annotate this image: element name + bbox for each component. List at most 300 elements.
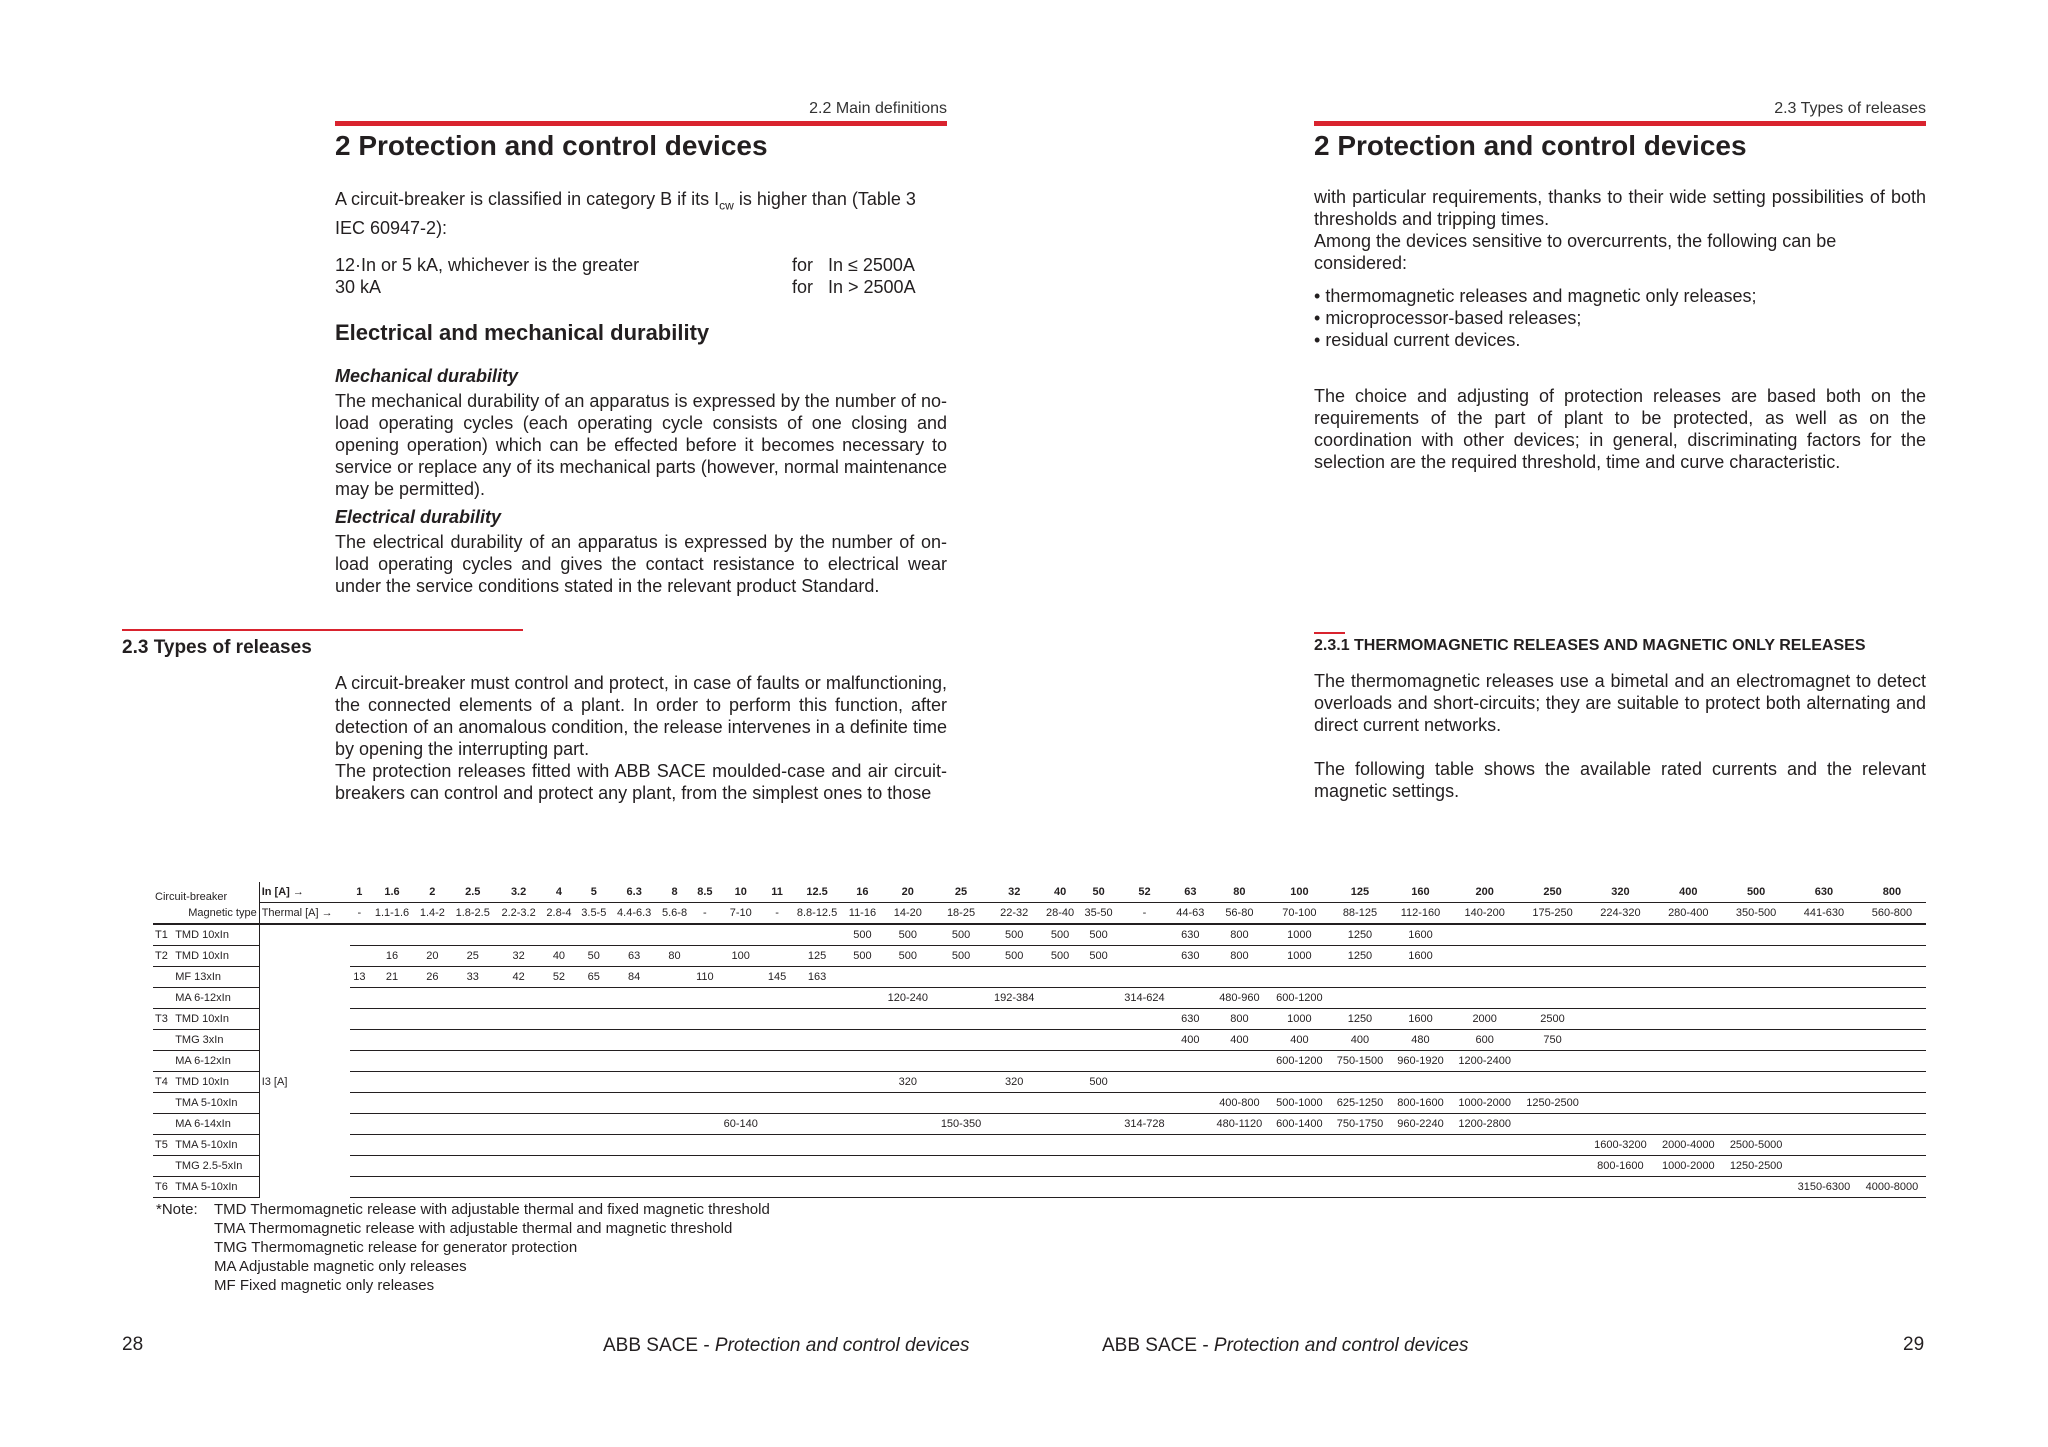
- table-row: [153, 946, 1926, 967]
- value-cell: [790, 1177, 843, 1198]
- value-cell: [542, 924, 577, 946]
- value-cell: 500: [881, 946, 934, 967]
- condition-value: In > 2500A: [828, 277, 916, 297]
- right-paragraph-3: The choice and adjusting of protection releases are based both on the requirements of the part of plant to be protected, as well as on the coordination with other devices; in general, discriminating factors for the selection are the required threshold, time and curve characteristic.: [1314, 386, 1926, 472]
- value-cell: [934, 1051, 987, 1072]
- condition-text: 30 kA: [335, 277, 382, 297]
- thermal-value: 2.8-4: [542, 903, 577, 925]
- value-cell: [1790, 1030, 1858, 1051]
- value-cell: [450, 1009, 496, 1030]
- i3-label-cell: [259, 1156, 349, 1177]
- value-cell: [369, 924, 415, 946]
- in-value: 125: [1330, 882, 1391, 903]
- value-cell: [450, 1114, 496, 1135]
- value-cell: 52: [542, 967, 577, 988]
- value-cell: [369, 1114, 415, 1135]
- thermal-label: Thermal [A] →: [259, 903, 349, 925]
- value-cell: [1451, 1135, 1519, 1156]
- thermal-value: -: [1118, 903, 1171, 925]
- value-cell: [657, 1093, 692, 1114]
- value-cell: [1858, 1030, 1926, 1051]
- category-b-subscript: cw: [719, 198, 734, 213]
- value-cell: 110: [692, 967, 718, 988]
- value-cell: [1269, 1156, 1330, 1177]
- value-cell: [1586, 1072, 1654, 1093]
- in-value: 11: [764, 882, 791, 903]
- value-cell: [1171, 1093, 1210, 1114]
- value-cell: [369, 1156, 415, 1177]
- value-cell: 480-1120: [1210, 1114, 1270, 1135]
- value-cell: [1079, 988, 1118, 1009]
- magnetic-type-cell: TMA 5-10xIn: [173, 1177, 259, 1198]
- circuit-breaker-cell: T4: [153, 1072, 173, 1093]
- value-cell: [692, 1009, 718, 1030]
- table-row: [153, 1114, 1926, 1135]
- condition-row: [335, 254, 947, 276]
- value-cell: [657, 1072, 692, 1093]
- value-cell: 120-240: [881, 988, 934, 1009]
- magnetic-type-cell: TMA 5-10xIn: [173, 1135, 259, 1156]
- value-cell: 314-624: [1118, 988, 1171, 1009]
- table-row: [153, 1051, 1926, 1072]
- i3-label-cell: [259, 1114, 349, 1135]
- value-cell: [496, 1051, 542, 1072]
- notes-list: [214, 1200, 770, 1295]
- footer-title: Protection and control devices: [1213, 1335, 1469, 1356]
- value-cell: [1654, 1114, 1722, 1135]
- value-cell: [1118, 946, 1171, 967]
- i3-label-cell: I3 [A]: [259, 1072, 349, 1093]
- value-cell: [1519, 1177, 1587, 1198]
- value-cell: [988, 1156, 1041, 1177]
- condition-text: 12·In or 5 kA, whichever is the greater: [335, 255, 640, 275]
- note-item: MF Fixed magnetic only releases: [214, 1277, 435, 1294]
- value-cell: 40: [542, 946, 577, 967]
- value-cell: [1041, 1051, 1080, 1072]
- value-cell: [1118, 1156, 1171, 1177]
- footer-brand: ABB SACE -: [603, 1335, 715, 1356]
- value-cell: [1790, 967, 1858, 988]
- value-cell: [350, 988, 369, 1009]
- value-cell: [450, 1156, 496, 1177]
- thermal-value: 3.5-5: [576, 903, 611, 925]
- magnetic-type-cell: TMG 3xIn: [173, 1030, 259, 1051]
- value-cell: [415, 1135, 450, 1156]
- value-cell: 630: [1171, 1009, 1210, 1030]
- footer-left: [603, 1335, 969, 1357]
- in-value: 1.6: [369, 882, 415, 903]
- value-cell: [1586, 1009, 1654, 1030]
- value-cell: [576, 1009, 611, 1030]
- value-cell: [844, 1009, 882, 1030]
- magnetic-type-cell: TMG 2.5-5xIn: [173, 1156, 259, 1177]
- value-cell: 100: [718, 946, 764, 967]
- value-cell: 65: [576, 967, 611, 988]
- value-cell: [1390, 988, 1451, 1009]
- value-cell: [1654, 924, 1722, 946]
- value-cell: [1079, 1114, 1118, 1135]
- table-row: [153, 1156, 1926, 1177]
- circuit-breaker-cell: [153, 1030, 173, 1051]
- i3-label-cell: [259, 946, 349, 967]
- value-cell: [764, 1009, 791, 1030]
- value-cell: [1079, 1135, 1118, 1156]
- value-cell: [692, 1156, 718, 1177]
- i3-label-cell: [259, 1009, 349, 1030]
- header-rule-right: [1314, 121, 1926, 126]
- value-cell: [611, 1051, 657, 1072]
- value-cell: [369, 988, 415, 1009]
- value-cell: [1722, 1072, 1790, 1093]
- magnetic-type-cell: TMD 10xIn: [173, 946, 259, 967]
- section-heading-types-of-releases: 2.3 Types of releases: [122, 637, 312, 658]
- value-cell: [369, 1051, 415, 1072]
- i3-label-cell: [259, 1051, 349, 1072]
- value-cell: [542, 1009, 577, 1030]
- value-cell: [576, 1135, 611, 1156]
- value-cell: [1451, 1072, 1519, 1093]
- value-cell: [496, 1093, 542, 1114]
- value-cell: [415, 1009, 450, 1030]
- value-cell: 1250-2500: [1722, 1156, 1790, 1177]
- value-cell: 800: [1210, 1009, 1270, 1030]
- magnetic-type-cell: TMD 10xIn: [173, 1009, 259, 1030]
- value-cell: [576, 924, 611, 946]
- value-cell: 50: [576, 946, 611, 967]
- value-cell: [1390, 1177, 1451, 1198]
- value-cell: [1118, 967, 1171, 988]
- value-cell: [844, 1072, 882, 1093]
- value-cell: [611, 1135, 657, 1156]
- value-cell: [415, 1030, 450, 1051]
- value-cell: [576, 1051, 611, 1072]
- table-thermal-row: [153, 903, 1926, 925]
- electrical-durability-text: The electrical durability of an apparatus is expressed by the number of on-load operating cycles and gives the contact resistance to electrical wear under the service conditions stated in the relevant product Standard.: [335, 532, 947, 596]
- value-cell: [1269, 967, 1330, 988]
- circuit-breaker-cell: T2: [153, 946, 173, 967]
- value-cell: [1171, 1135, 1210, 1156]
- in-value: 4: [542, 882, 577, 903]
- value-cell: [844, 1093, 882, 1114]
- magnetic-type-cell: MF 13xIn: [173, 967, 259, 988]
- thermal-value: -: [350, 903, 369, 925]
- value-cell: [1079, 1156, 1118, 1177]
- value-cell: [1858, 1114, 1926, 1135]
- value-cell: [881, 1009, 934, 1030]
- value-cell: [1330, 1177, 1391, 1198]
- value-cell: [657, 1051, 692, 1072]
- value-cell: [1171, 988, 1210, 1009]
- value-cell: [611, 1156, 657, 1177]
- value-cell: [576, 1093, 611, 1114]
- value-cell: 500: [1079, 1072, 1118, 1093]
- table-row: [153, 1093, 1926, 1114]
- value-cell: [1722, 1093, 1790, 1114]
- condition-for: for: [792, 277, 814, 297]
- value-cell: [576, 1177, 611, 1198]
- value-cell: [657, 1009, 692, 1030]
- value-cell: [764, 1177, 791, 1198]
- value-cell: [1269, 1072, 1330, 1093]
- value-cell: [1858, 1051, 1926, 1072]
- value-cell: [369, 1030, 415, 1051]
- value-cell: [1451, 967, 1519, 988]
- value-cell: 21: [369, 967, 415, 988]
- footer-title: Protection and control devices: [714, 1335, 970, 1356]
- page-title-right: 2 Protection and control devices: [1314, 130, 1747, 161]
- value-cell: [764, 924, 791, 946]
- value-cell: [1171, 967, 1210, 988]
- in-value: 2: [415, 882, 450, 903]
- thermal-value: 28-40: [1041, 903, 1080, 925]
- in-value: 500: [1722, 882, 1790, 903]
- value-cell: [1790, 924, 1858, 946]
- thermal-value: 441-630: [1790, 903, 1858, 925]
- value-cell: 1250: [1330, 924, 1391, 946]
- value-cell: [450, 1177, 496, 1198]
- note-item: TMA Thermomagnetic release with adjustable thermal and magnetic threshold: [214, 1220, 733, 1237]
- value-cell: [718, 1009, 764, 1030]
- value-cell: [415, 1051, 450, 1072]
- value-cell: [611, 1114, 657, 1135]
- subsection-rule: [1314, 632, 1345, 634]
- table-row: [153, 1030, 1926, 1051]
- value-cell: [790, 1114, 843, 1135]
- value-cell: [369, 1093, 415, 1114]
- value-cell: [1790, 1156, 1858, 1177]
- in-value: 50: [1079, 882, 1118, 903]
- value-cell: [350, 1135, 369, 1156]
- in-value: 800: [1858, 882, 1926, 903]
- value-cell: 500: [1041, 946, 1080, 967]
- value-cell: 1000-2000: [1451, 1093, 1519, 1114]
- value-cell: [1858, 1093, 1926, 1114]
- value-cell: [988, 1093, 1041, 1114]
- value-cell: [1171, 1072, 1210, 1093]
- thermal-value: 280-400: [1654, 903, 1722, 925]
- value-cell: [1722, 1114, 1790, 1135]
- value-cell: [1519, 967, 1587, 988]
- magnetic-type-label: Magnetic type: [153, 903, 259, 925]
- value-cell: 480: [1390, 1030, 1451, 1051]
- value-cell: [764, 988, 791, 1009]
- value-cell: [718, 1156, 764, 1177]
- value-cell: [657, 1156, 692, 1177]
- value-cell: [881, 1177, 934, 1198]
- value-cell: [496, 1135, 542, 1156]
- footer-brand: ABB SACE -: [1102, 1335, 1214, 1356]
- value-cell: 125: [790, 946, 843, 967]
- value-cell: [542, 1135, 577, 1156]
- value-cell: [1722, 946, 1790, 967]
- in-value: 320: [1586, 882, 1654, 903]
- value-cell: [988, 1030, 1041, 1051]
- thermal-value: 18-25: [934, 903, 987, 925]
- table-row: [153, 1009, 1926, 1030]
- table-row: [153, 1177, 1926, 1198]
- value-cell: [764, 946, 791, 967]
- electrical-durability-heading: Electrical durability: [335, 507, 502, 527]
- thermal-value: 4.4-6.3: [611, 903, 657, 925]
- value-cell: [764, 1135, 791, 1156]
- releases-table: [153, 882, 1926, 1198]
- value-cell: [934, 988, 987, 1009]
- thermal-value: 70-100: [1269, 903, 1330, 925]
- thermal-value: -: [692, 903, 718, 925]
- list-item: • thermomagnetic releases and magnetic only releases;: [1314, 285, 1926, 307]
- thermal-value: 5.6-8: [657, 903, 692, 925]
- value-cell: [934, 1030, 987, 1051]
- value-cell: [934, 967, 987, 988]
- value-cell: [1654, 1030, 1722, 1051]
- value-cell: [1722, 1009, 1790, 1030]
- value-cell: [1858, 946, 1926, 967]
- in-value: 63: [1171, 882, 1210, 903]
- value-cell: 625-1250: [1330, 1093, 1391, 1114]
- value-cell: 1250: [1330, 946, 1391, 967]
- value-cell: [1722, 967, 1790, 988]
- circuit-breaker-cell: [153, 1156, 173, 1177]
- value-cell: [844, 988, 882, 1009]
- value-cell: [542, 988, 577, 1009]
- table-header-row: [153, 882, 1926, 903]
- value-cell: [1790, 1009, 1858, 1030]
- thermal-value: 22-32: [988, 903, 1041, 925]
- value-cell: [1210, 1135, 1270, 1156]
- in-value: 250: [1519, 882, 1587, 903]
- thermal-value: 224-320: [1586, 903, 1654, 925]
- value-cell: [350, 1072, 369, 1093]
- value-cell: [415, 1114, 450, 1135]
- thermal-value: 8.8-12.5: [790, 903, 843, 925]
- i3-label-cell: [259, 924, 349, 946]
- value-cell: 600-1200: [1269, 1051, 1330, 1072]
- value-cell: [718, 1093, 764, 1114]
- in-value: 2.5: [450, 882, 496, 903]
- value-cell: [350, 924, 369, 946]
- table-row: [153, 1072, 1926, 1093]
- circuit-breaker-cell: T3: [153, 1009, 173, 1030]
- value-cell: 400-800: [1210, 1093, 1270, 1114]
- value-cell: [790, 988, 843, 1009]
- value-cell: [350, 1009, 369, 1030]
- in-value: 200: [1451, 882, 1519, 903]
- in-value: 160: [1390, 882, 1451, 903]
- in-value: 52: [1118, 882, 1171, 903]
- value-cell: [450, 1030, 496, 1051]
- thermal-value: 35-50: [1079, 903, 1118, 925]
- value-cell: 1000: [1269, 1009, 1330, 1030]
- value-cell: 500: [1041, 924, 1080, 946]
- value-cell: 2500: [1519, 1009, 1587, 1030]
- value-cell: [1210, 1072, 1270, 1093]
- value-cell: [542, 1093, 577, 1114]
- in-value: 400: [1654, 882, 1722, 903]
- value-cell: [1654, 1093, 1722, 1114]
- thermal-value: 14-20: [881, 903, 934, 925]
- value-cell: [1118, 1135, 1171, 1156]
- value-cell: 25: [450, 946, 496, 967]
- value-cell: [1118, 1009, 1171, 1030]
- value-cell: [542, 1114, 577, 1135]
- thermal-value: 140-200: [1451, 903, 1519, 925]
- mechanical-durability-text: The mechanical durability of an apparatus is expressed by the number of no-load operating cycles (each operating cycle consists of one closing and opening operation) which can be effected before it becomes necessary to service or replace any of its mechanical parts (however, normal maintenance may be permitted).: [335, 391, 947, 499]
- value-cell: [450, 1135, 496, 1156]
- value-cell: 960-2240: [1390, 1114, 1451, 1135]
- value-cell: [1858, 924, 1926, 946]
- list-item: • microprocessor-based releases;: [1314, 307, 1926, 329]
- conditions-list: [335, 254, 947, 298]
- in-value: 8.5: [692, 882, 718, 903]
- value-cell: [1722, 1030, 1790, 1051]
- value-cell: [1079, 967, 1118, 988]
- value-cell: [1451, 946, 1519, 967]
- value-cell: [611, 924, 657, 946]
- value-cell: [692, 1030, 718, 1051]
- condition-value: In ≤ 2500A: [828, 255, 915, 275]
- value-cell: 1000-2000: [1654, 1156, 1722, 1177]
- thermal-value: 1.8-2.5: [450, 903, 496, 925]
- thermal-value: 350-500: [1722, 903, 1790, 925]
- value-cell: [692, 1072, 718, 1093]
- value-cell: 4000-8000: [1858, 1177, 1926, 1198]
- value-cell: [988, 1114, 1041, 1135]
- value-cell: 630: [1171, 924, 1210, 946]
- value-cell: [1858, 967, 1926, 988]
- value-cell: [1586, 1114, 1654, 1135]
- corner-label: Circuit-breaker: [155, 890, 228, 903]
- value-cell: [844, 1114, 882, 1135]
- circuit-breaker-cell: T1: [153, 924, 173, 946]
- thermal-value: 11-16: [844, 903, 882, 925]
- value-cell: [1171, 1177, 1210, 1198]
- value-cell: [1390, 1156, 1451, 1177]
- value-cell: [1519, 1156, 1587, 1177]
- value-cell: [657, 924, 692, 946]
- value-cell: 16: [369, 946, 415, 967]
- value-cell: [692, 1093, 718, 1114]
- value-cell: [1586, 946, 1654, 967]
- value-cell: [764, 1030, 791, 1051]
- value-cell: [1654, 1177, 1722, 1198]
- value-cell: [350, 1051, 369, 1072]
- value-cell: 145: [764, 967, 791, 988]
- value-cell: 1000: [1269, 924, 1330, 946]
- value-cell: 960-1920: [1390, 1051, 1451, 1072]
- value-cell: [369, 1177, 415, 1198]
- value-cell: [1041, 1009, 1080, 1030]
- value-cell: 320: [881, 1072, 934, 1093]
- value-cell: [1654, 946, 1722, 967]
- value-cell: [881, 1030, 934, 1051]
- value-cell: [1654, 1009, 1722, 1030]
- thermal-value: 7-10: [718, 903, 764, 925]
- value-cell: [1858, 1009, 1926, 1030]
- value-cell: 26: [415, 967, 450, 988]
- value-cell: 400: [1210, 1030, 1270, 1051]
- value-cell: 400: [1330, 1030, 1391, 1051]
- value-cell: [790, 1093, 843, 1114]
- value-cell: [542, 1051, 577, 1072]
- value-cell: [576, 1156, 611, 1177]
- value-cell: 480-960: [1210, 988, 1270, 1009]
- value-cell: [657, 1177, 692, 1198]
- thermal-value: 1.4-2: [415, 903, 450, 925]
- value-cell: [450, 1093, 496, 1114]
- value-cell: [657, 967, 692, 988]
- value-cell: 500: [1079, 946, 1118, 967]
- magnetic-type-cell: TMA 5-10xIn: [173, 1093, 259, 1114]
